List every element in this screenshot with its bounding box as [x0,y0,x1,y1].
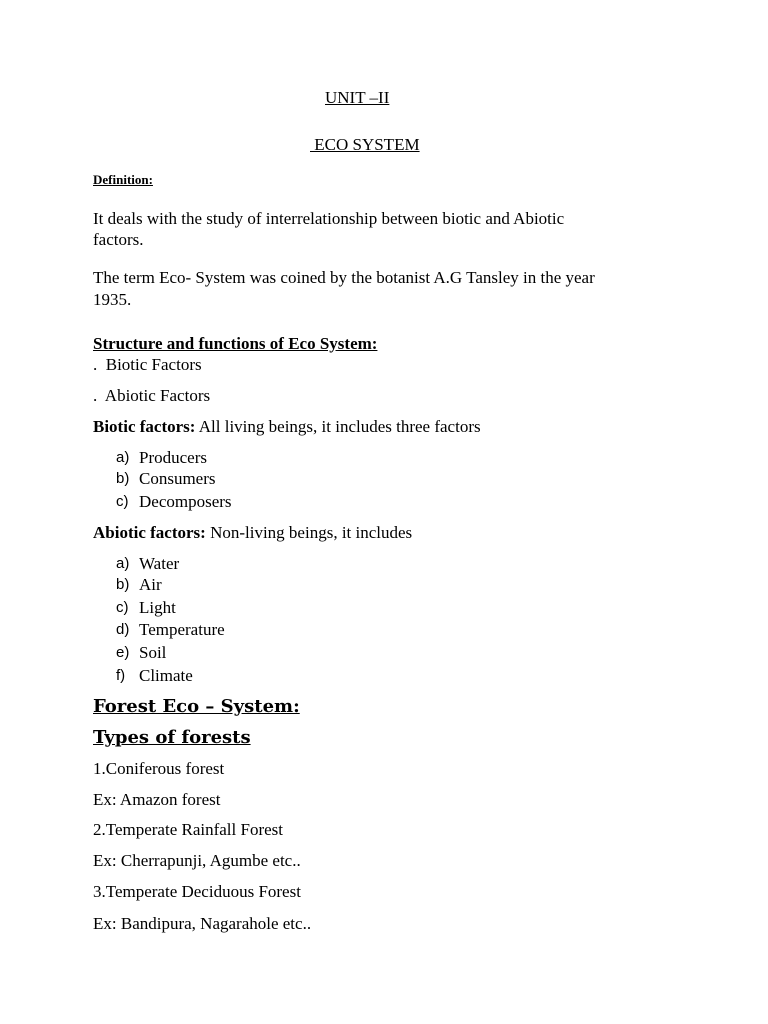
list-item-soil: Soil [139,643,167,662]
list-item-decomposers: Decomposers [139,492,232,511]
forest-example-cherrapunji: Ex: Cherrapunji, Agumbe etc.. [93,851,301,870]
list-item-water: Water [139,554,180,573]
structure-item-biotic: . Biotic Factors [93,355,202,374]
forest-line-coniferous: 1.Coniferous forest [93,759,225,778]
list-marker: f) [116,667,126,684]
list-marker: c) [116,493,129,510]
list-item-climate: Climate [139,666,193,685]
list-marker: e) [116,644,130,661]
list-marker: b) [116,470,130,487]
structure-heading: Structure and functions of Eco System: [93,334,378,353]
list-marker: d) [116,621,130,638]
coined-text-line-1: The term Eco- System was coined by the botanist A.G Tansley in the year [93,268,595,287]
definition-text-line-1: It deals with the study of interrelationship between biotic and Abiotic [93,209,565,228]
eco-system-title: ECO SYSTEM [310,135,420,154]
list-item-consumers: Consumers [139,469,216,488]
list-marker: b) [116,576,130,593]
list-marker: a) [116,555,130,572]
list-item-temperature: Temperature [139,620,225,639]
list-marker: c) [116,599,129,616]
forest-eco-system-heading: Forest Eco – System: [93,696,300,717]
list-item-light: Light [139,598,176,617]
unit-title: UNIT –II [325,88,390,107]
abiotic-factors-label: Abiotic factors: [93,523,206,542]
types-of-forests-heading: Types of forests [93,727,251,748]
list-marker: a) [116,449,130,466]
forest-line-temperate-deciduous: 3.Temperate Deciduous Forest [93,882,301,901]
coined-text-line-2: 1935. [93,290,132,309]
list-item-producers: Producers [139,448,207,467]
forest-example-bandipura: Ex: Bandipura, Nagarahole etc.. [93,914,312,933]
structure-item-abiotic: . Abiotic Factors [93,386,211,405]
definition-label: Definition: [93,172,153,187]
definition-text-line-2: factors. [93,230,144,249]
forest-example-amazon: Ex: Amazon forest [93,790,221,809]
forest-line-temperate-rainfall: 2.Temperate Rainfall Forest [93,820,283,839]
biotic-factors-label: Biotic factors: [93,417,196,436]
abiotic-factors-text: Non-living beings, it includes [205,523,413,542]
abiotic-factors-line [93,523,412,543]
list-item-air: Air [139,575,162,594]
biotic-factors-line [93,417,481,437]
biotic-factors-text: All living beings, it includes three factors [195,417,481,436]
